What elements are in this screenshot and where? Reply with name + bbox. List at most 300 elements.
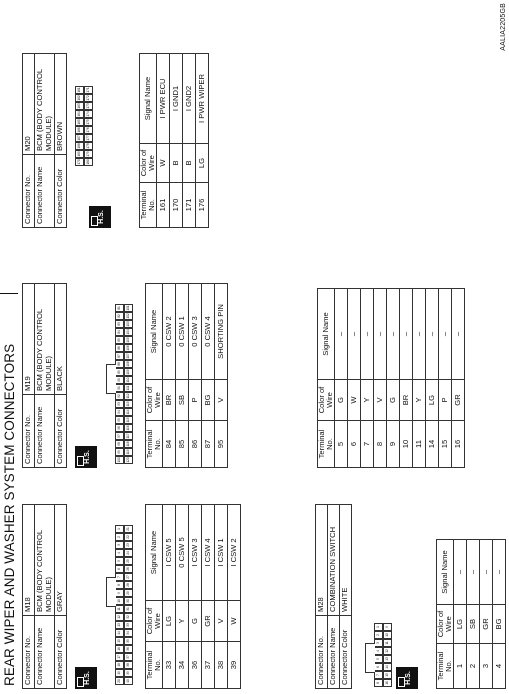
table-row (348, 289, 361, 468)
pin: 1 (115, 525, 124, 533)
pin: 26 (124, 565, 133, 573)
terminal-cell: 10 (400, 421, 413, 468)
wire-color-cell: GR (452, 380, 465, 421)
pin: 179 (84, 150, 93, 158)
connector-notch (365, 643, 375, 673)
connector-panel-m28-continued (315, 246, 465, 468)
header-color-of-wire: Color of Wire (437, 605, 454, 644)
connector-name-value: COMBINATION SWITCH (328, 505, 340, 616)
connector-info-m18 (22, 504, 67, 689)
pin-row-bottom (124, 467, 133, 685)
wire-color-cell: LG (426, 380, 439, 421)
signal-cell: – (454, 540, 467, 605)
wire-color-cell: G (335, 380, 348, 421)
pin: 5 (115, 557, 124, 565)
signal-cell: – (335, 289, 348, 380)
pin: 81 (115, 304, 124, 312)
pin: 23 (124, 541, 133, 549)
pin: 109 (124, 368, 133, 376)
pin: 84 (115, 328, 124, 336)
pin: 36 (124, 645, 133, 653)
table-row (228, 505, 241, 689)
pin: 14 (383, 663, 392, 671)
table-row (493, 540, 506, 689)
terminal-cell: 38 (215, 642, 228, 689)
pin: 88 (115, 360, 124, 368)
pin: 89 (115, 368, 124, 376)
table-row (215, 505, 228, 689)
connector-face-row (75, 6, 111, 228)
signal-cell: I CSW 3 (189, 505, 202, 601)
terminal-cell: 3 (480, 644, 493, 689)
pin: 27 (124, 573, 133, 581)
pin: 167 (75, 134, 84, 142)
pin: 2 (115, 533, 124, 541)
connector-no-value: M20 (23, 54, 35, 155)
table-row (157, 54, 170, 228)
pin: 168 (75, 142, 84, 150)
terminal-cell: 86 (189, 421, 202, 468)
pin: 166 (75, 126, 84, 134)
terminal-cell: 33 (163, 642, 176, 689)
connector-name-value: BCM (BODY CONTROL MODULE) (35, 505, 55, 616)
pin: 4 (115, 549, 124, 557)
pin: 33 (124, 621, 133, 629)
connector-face-m19 (115, 246, 133, 464)
connector-color-value: BROWN (55, 54, 67, 155)
pin: 29 (124, 589, 133, 597)
connector-panel-m28 (315, 467, 506, 689)
terminal-cell: 176 (196, 183, 209, 228)
table-row (189, 505, 202, 689)
table-row (452, 289, 465, 468)
pin: 31 (124, 605, 133, 613)
wire-color-cell: G (189, 601, 202, 642)
pin: 112 (124, 392, 133, 400)
pin: 86 (115, 344, 124, 352)
signal-cell: – (374, 289, 387, 380)
connector-color-value: WHITE (340, 505, 352, 616)
pin: 169 (75, 150, 84, 158)
pin: 19 (115, 669, 124, 677)
pin: 30 (124, 597, 133, 605)
wire-color-cell: B (183, 144, 196, 183)
signal-cell: – (493, 540, 506, 605)
signal-cell: – (452, 289, 465, 380)
connector-name-value: BCM (BODY CONTROL MODULE) (35, 284, 55, 395)
table-row (176, 284, 189, 468)
pin-row-top (115, 467, 124, 685)
table-row (426, 289, 439, 468)
connector-face-m18 (115, 467, 133, 685)
terminal-cell: 171 (183, 183, 196, 228)
table-row (335, 289, 348, 468)
pin: 85 (115, 336, 124, 344)
table-row (374, 289, 387, 468)
connector-no-value: M28 (316, 505, 328, 616)
pin: 82 (115, 312, 124, 320)
signal-table-m28 (436, 539, 506, 689)
pin: 172 (84, 94, 93, 102)
label-connector-name: Connector Name (328, 616, 340, 689)
pin: 92 (115, 392, 124, 400)
pin: 102 (124, 312, 133, 320)
connector-face-row (75, 246, 97, 468)
label-connector-name: Connector Name (35, 395, 55, 468)
pin: 11 (383, 639, 392, 647)
terminal-cell: 36 (189, 642, 202, 689)
terminal-cell: 9 (387, 421, 400, 468)
connector-panel-m20 (22, 6, 209, 228)
connector-info-m28 (315, 504, 352, 689)
header-terminal-no: Terminal No. (146, 421, 163, 468)
signal-cell: I GND2 (183, 54, 196, 144)
pin: 7 (115, 573, 124, 581)
label-connector-color: Connector Color (55, 155, 67, 228)
wire-color-cell: BG (202, 380, 215, 421)
pin: 28 (124, 581, 133, 589)
wire-color-cell: BR (163, 380, 176, 421)
label-connector-color: Connector Color (55, 395, 67, 468)
pin: 22 (124, 533, 133, 541)
signal-table-m28-continued (317, 288, 465, 468)
hs-icon: H.S. (89, 206, 111, 228)
pin: 180 (84, 158, 93, 166)
pin: 101 (124, 304, 133, 312)
connector-notch (106, 577, 116, 607)
pin: 1 (374, 623, 383, 631)
wire-color-cell: B (170, 144, 183, 183)
pin: 25 (124, 557, 133, 565)
wire-color-cell: Y (176, 601, 189, 642)
pin: 99 (115, 448, 124, 456)
wire-color-cell: W (348, 380, 361, 421)
table-row (189, 284, 202, 468)
header-terminal-no: Terminal No. (140, 183, 157, 228)
terminal-cell: 14 (426, 421, 439, 468)
header-signal-name: Signal Name (146, 505, 163, 601)
signal-cell: SHORTING PIN (215, 284, 228, 380)
pin: 105 (124, 336, 133, 344)
pin: 8 (115, 581, 124, 589)
pin: 17 (115, 653, 124, 661)
pin: 40 (124, 677, 133, 685)
connector-panel-m19 (22, 246, 228, 468)
signal-cell: – (361, 289, 374, 380)
divider-line (0, 293, 18, 294)
signal-cell: – (480, 540, 493, 605)
signal-cell: 0 CSW 1 (176, 284, 189, 380)
wire-color-cell: GR (480, 605, 493, 644)
pin: 111 (124, 384, 133, 392)
table-row (170, 54, 183, 228)
signal-cell: 0 CSW 4 (202, 284, 215, 380)
connector-no-value: M19 (23, 284, 35, 395)
pin: 12 (383, 647, 392, 655)
pin: 37 (124, 653, 133, 661)
wire-color-cell: BG (493, 605, 506, 644)
pin: 178 (84, 142, 93, 150)
pin: 10 (383, 631, 392, 639)
pin: 83 (115, 320, 124, 328)
pin: 32 (124, 613, 133, 621)
connector-info-m19 (22, 283, 67, 468)
table-row (387, 289, 400, 468)
terminal-cell: 6 (348, 421, 361, 468)
hs-icon: H.S. (75, 446, 97, 468)
label-connector-name: Connector Name (35, 616, 55, 689)
header-color-of-wire: Color of Wire (146, 601, 163, 642)
table-row (467, 540, 480, 689)
pin: 161 (75, 86, 84, 94)
wire-color-cell: V (215, 380, 228, 421)
pin: 176 (84, 126, 93, 134)
pin: 106 (124, 344, 133, 352)
connector-name-value: BCM (BODY CONTROL MODULE) (35, 54, 55, 155)
pin-row-top (115, 246, 124, 464)
pin: 175 (84, 118, 93, 126)
table-row (215, 284, 228, 468)
pin: 104 (124, 328, 133, 336)
wire-color-cell: BR (400, 380, 413, 421)
terminal-cell: 11 (413, 421, 426, 468)
pin: 100 (115, 456, 124, 464)
pin: 20 (115, 677, 124, 685)
pin: 116 (124, 424, 133, 432)
pin: 5 (374, 655, 383, 663)
pin: 4 (374, 647, 383, 655)
signal-cell: I CSW 5 (163, 505, 176, 601)
signal-table-m20 (139, 53, 209, 228)
pin: 24 (124, 549, 133, 557)
pin: 38 (124, 661, 133, 669)
terminal-cell: 8 (374, 421, 387, 468)
label-connector-color: Connector Color (340, 616, 352, 689)
pin: 39 (124, 669, 133, 677)
page-title: REAR WIPER AND WASHER SYSTEM CONNECTORS (2, 343, 17, 686)
signal-cell: – (426, 289, 439, 380)
wire-color-cell: GR (202, 601, 215, 642)
pin: 173 (84, 102, 93, 110)
table-row (439, 289, 452, 468)
header-signal-name: Signal Name (437, 540, 454, 605)
wire-color-cell: Y (413, 380, 426, 421)
signal-cell: – (400, 289, 413, 380)
pin: 107 (124, 352, 133, 360)
pin-row-bottom (124, 246, 133, 464)
connector-panel-m18 (22, 467, 241, 689)
wire-color-cell: W (157, 144, 170, 183)
table-row (163, 505, 176, 689)
wire-color-cell: LG (454, 605, 467, 644)
pin: 97 (115, 432, 124, 440)
signal-cell: I CSW 4 (202, 505, 215, 601)
pin-row-bottom (84, 86, 93, 166)
pin: 8 (374, 679, 383, 687)
pin: 117 (124, 432, 133, 440)
pin: 21 (124, 525, 133, 533)
pin: 9 (115, 589, 124, 597)
terminal-cell: 15 (439, 421, 452, 468)
pin: 3 (115, 541, 124, 549)
pin: 7 (374, 671, 383, 679)
signal-cell: 0 CSW 3 (189, 284, 202, 380)
document-code: AALIA2205GB (500, 3, 507, 51)
terminal-cell: 85 (176, 421, 189, 468)
pin: 94 (115, 408, 124, 416)
label-connector-name: Connector Name (35, 155, 55, 228)
pin: 90 (115, 376, 124, 384)
label-connector-no: Connector No. (316, 616, 328, 689)
signal-cell: – (467, 540, 480, 605)
table-row (361, 289, 374, 468)
pin: 95 (115, 416, 124, 424)
wire-color-cell: W (228, 601, 241, 642)
signal-cell: I PWR ECU (157, 54, 170, 144)
signal-cell: 0 CSW 2 (163, 284, 176, 380)
pin: 87 (115, 352, 124, 360)
signal-cell: I PWR WIPER (196, 54, 209, 144)
pin: 15 (383, 671, 392, 679)
terminal-cell: 95 (215, 421, 228, 468)
pin: 13 (383, 655, 392, 663)
terminal-cell: 7 (361, 421, 374, 468)
pin: 2 (374, 631, 383, 639)
signal-cell: I GND1 (170, 54, 183, 144)
header-color-of-wire: Color of Wire (318, 380, 335, 421)
hs-icon: H.S. (75, 667, 97, 689)
table-row (400, 289, 413, 468)
pin: 164 (75, 110, 84, 118)
terminal-cell: 34 (176, 642, 189, 689)
header-signal-name: Signal Name (318, 289, 335, 380)
connector-color-value: BLACK (55, 284, 67, 395)
terminal-cell: 1 (454, 644, 467, 689)
connector-face-row (374, 467, 418, 689)
wire-color-cell: V (374, 380, 387, 421)
pin: 119 (124, 448, 133, 456)
pin: 162 (75, 94, 84, 102)
wire-color-cell: Y (361, 380, 374, 421)
pin: 16 (115, 645, 124, 653)
terminal-cell: 16 (452, 421, 465, 468)
label-connector-no: Connector No. (23, 616, 35, 689)
label-connector-no: Connector No. (23, 395, 35, 468)
wire-color-cell: G (387, 380, 400, 421)
pin: 96 (115, 424, 124, 432)
connector-face-row (75, 467, 97, 689)
connector-info-m20 (22, 53, 67, 228)
label-connector-color: Connector Color (55, 616, 67, 689)
terminal-cell: 39 (228, 642, 241, 689)
terminal-cell: 170 (170, 183, 183, 228)
pin: 35 (124, 637, 133, 645)
connector-color-value: GRAY (55, 505, 67, 616)
pin: 6 (115, 565, 124, 573)
terminal-cell: 4 (493, 644, 506, 689)
header-color-of-wire: Color of Wire (146, 380, 163, 421)
pin: 120 (124, 456, 133, 464)
pin-row-bottom (383, 623, 392, 687)
pin: 110 (124, 376, 133, 384)
header-terminal-no: Terminal No. (146, 642, 163, 689)
label-connector-no: Connector No. (23, 155, 35, 228)
header-terminal-no: Terminal No. (318, 421, 335, 468)
signal-cell: – (387, 289, 400, 380)
pin: 14 (115, 629, 124, 637)
pin: 15 (115, 637, 124, 645)
wire-color-cell: V (215, 601, 228, 642)
pin: 103 (124, 320, 133, 328)
pin: 11 (115, 605, 124, 613)
pin: 13 (115, 621, 124, 629)
pin: 177 (84, 134, 93, 142)
pin: 171 (84, 86, 93, 94)
signal-cell: I CSW 2 (228, 505, 241, 601)
terminal-cell: 37 (202, 642, 215, 689)
table-row (176, 505, 189, 689)
wire-color-cell: LG (163, 601, 176, 642)
header-signal-name: Signal Name (146, 284, 163, 380)
pin: 6 (374, 663, 383, 671)
pin: 91 (115, 384, 124, 392)
signal-cell: 0 CSW 5 (176, 505, 189, 601)
connector-notch (106, 364, 116, 394)
terminal-cell: 5 (335, 421, 348, 468)
connector-face-m28 (374, 623, 392, 687)
pin: 118 (124, 440, 133, 448)
header-color-of-wire: Color of Wire (140, 144, 157, 183)
pin: 10 (115, 597, 124, 605)
wire-color-cell: LG (196, 144, 209, 183)
table-row (202, 505, 215, 689)
table-row (163, 284, 176, 468)
pin: 115 (124, 416, 133, 424)
signal-cell: – (439, 289, 452, 380)
terminal-cell: 84 (163, 421, 176, 468)
pin: 174 (84, 110, 93, 118)
pin: 93 (115, 400, 124, 408)
connector-face-m20 (75, 86, 93, 166)
pin: 170 (75, 158, 84, 166)
pin: 16 (383, 679, 392, 687)
table-row (202, 284, 215, 468)
pin: 34 (124, 629, 133, 637)
signal-table-m19 (145, 283, 228, 468)
pin: 3 (374, 639, 383, 647)
signal-table-m18 (145, 504, 241, 689)
table-row (480, 540, 493, 689)
table-row (183, 54, 196, 228)
terminal-cell: 87 (202, 421, 215, 468)
pin: 165 (75, 118, 84, 126)
header-signal-name: Signal Name (140, 54, 157, 144)
terminal-cell: 161 (157, 183, 170, 228)
pin: 163 (75, 102, 84, 110)
signal-cell: – (413, 289, 426, 380)
pin: 114 (124, 408, 133, 416)
pin: 108 (124, 360, 133, 368)
connector-no-value: M18 (23, 505, 35, 616)
terminal-cell: 2 (467, 644, 480, 689)
wire-color-cell: P (189, 380, 202, 421)
wire-color-cell: SB (467, 605, 480, 644)
hs-icon: H.S. (396, 667, 418, 689)
pin-row-top (75, 86, 84, 166)
pin-row-top (374, 623, 383, 687)
pin: 12 (115, 613, 124, 621)
table-row (413, 289, 426, 468)
